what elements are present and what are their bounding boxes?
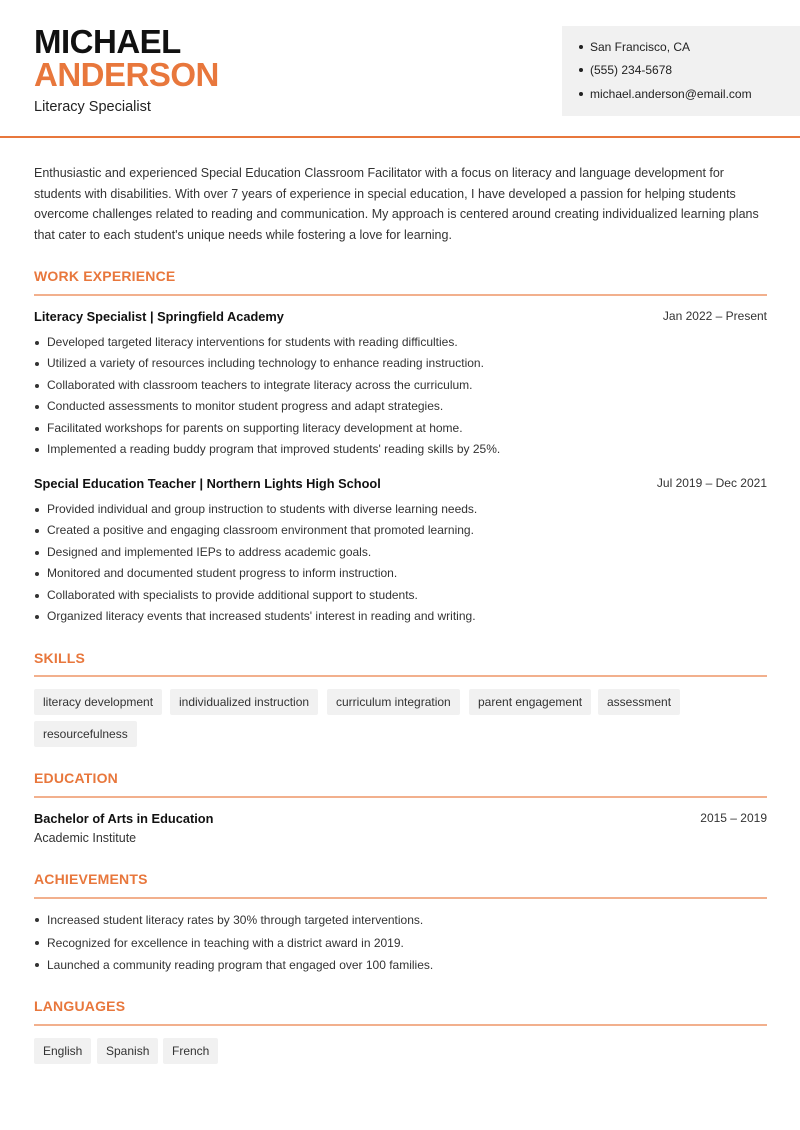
contact-email: michael.anderson@email.com bbox=[579, 87, 752, 101]
skill-tag: resourcefulness bbox=[34, 721, 137, 747]
contact-box bbox=[562, 26, 800, 116]
section-divider bbox=[34, 796, 767, 798]
list-item: Conducted assessments to monitor student progress and adapt strategies. bbox=[34, 396, 767, 417]
list-item: Provided individual and group instruction to students with diverse learning needs. bbox=[34, 499, 767, 520]
section-title-languages: LANGUAGES bbox=[34, 998, 126, 1014]
section-title-skills: SKILLS bbox=[34, 650, 85, 666]
job-role: Special Education Teacher | Northern Lights High School bbox=[34, 476, 381, 491]
job-title: Literacy Specialist bbox=[34, 99, 151, 115]
job-bullet-list bbox=[34, 332, 767, 460]
list-item: Utilized a variety of resources including technology to enhance reading instruction. bbox=[34, 353, 767, 374]
skill-tag: literacy development bbox=[34, 689, 162, 715]
education-degree: Bachelor of Arts in Education bbox=[34, 811, 214, 826]
job-entry-header bbox=[34, 309, 767, 327]
list-item: Launched a community reading program that engaged over 100 families. bbox=[34, 954, 767, 977]
first-name: MICHAEL bbox=[34, 23, 181, 60]
skill-tag: curriculum integration bbox=[327, 689, 460, 715]
list-item: Collaborated with specialists to provide additional support to students. bbox=[34, 585, 767, 606]
education-years: 2015 – 2019 bbox=[700, 811, 767, 825]
job-role: Literacy Specialist | Springfield Academy bbox=[34, 309, 284, 324]
list-item: Facilitated workshops for parents on supporting literacy development at home. bbox=[34, 418, 767, 439]
resume-header bbox=[0, 0, 800, 138]
list-item: Recognized for excellence in teaching with a district award in 2019. bbox=[34, 932, 767, 955]
job-dates: Jul 2019 – Dec 2021 bbox=[656, 476, 767, 490]
list-item: Collaborated with classroom teachers to integrate literacy across the curriculum. bbox=[34, 375, 767, 396]
list-item: Designed and implemented IEPs to address academic goals. bbox=[34, 542, 767, 563]
summary-paragraph: Enthusiastic and experienced Special Education Classroom Facilitator with a focus on literacy and language development for students with disabilities. With over 7 years of experience in special education, I have developed a passion for helping students overcome challenges related to reading and communication. My approach is centered around creating individualized learning plans that cater to each student's unique needs while fostering a love for learning. bbox=[34, 166, 759, 242]
contact-location: San Francisco, CA bbox=[579, 40, 690, 54]
skill-tag: parent engagement bbox=[469, 689, 591, 715]
list-item: Created a positive and engaging classroom environment that promoted learning. bbox=[34, 520, 767, 541]
section-title-achievements: ACHIEVEMENTS bbox=[34, 871, 148, 887]
section-title-education: EDUCATION bbox=[34, 770, 118, 786]
job-dates: Jan 2022 – Present bbox=[662, 309, 767, 323]
list-item: Monitored and documented student progress to inform instruction. bbox=[34, 563, 767, 584]
job-entry-header bbox=[34, 476, 767, 494]
job-bullet-list bbox=[34, 499, 767, 627]
section-divider bbox=[34, 897, 767, 899]
section-title-work: WORK EXPERIENCE bbox=[34, 268, 176, 284]
list-item: Increased student literacy rates by 30% through targeted interventions. bbox=[34, 909, 767, 932]
skill-tag: individualized instruction bbox=[170, 689, 318, 715]
section-divider bbox=[34, 1024, 767, 1026]
list-item: Implemented a reading buddy program that improved students' reading skills by 25%. bbox=[34, 439, 767, 460]
skill-tag: assessment bbox=[598, 689, 680, 715]
section-divider bbox=[34, 294, 767, 296]
language-tag: French bbox=[163, 1038, 218, 1064]
last-name: ANDERSON bbox=[34, 56, 219, 93]
contact-phone: (555) 234-5678 bbox=[579, 63, 672, 77]
language-tag: Spanish bbox=[97, 1038, 158, 1064]
list-item: Developed targeted literacy interventions for students with reading difficulties. bbox=[34, 332, 767, 353]
section-divider bbox=[34, 675, 767, 677]
achievements-list bbox=[34, 909, 767, 977]
education-school: Academic Institute bbox=[34, 831, 137, 845]
list-item: Organized literacy events that increased students' interest in reading and writing. bbox=[34, 606, 767, 627]
language-tag: English bbox=[34, 1038, 91, 1064]
